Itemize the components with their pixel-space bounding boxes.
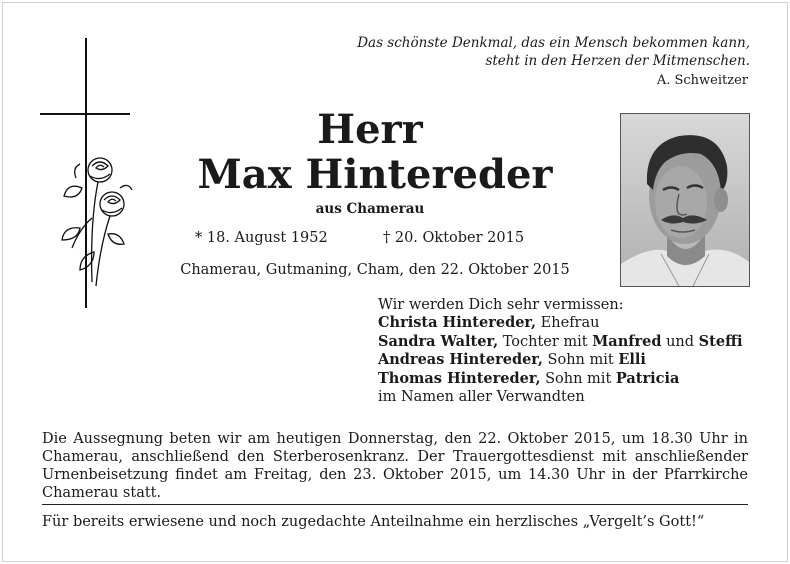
quote-line-1: Das schönste Denkmal, das ein Mensch bekommen kann, (357, 35, 750, 51)
thanks-line: Für bereits erwiesene und noch zugedachte Anteilnahme ein herzlisches „Vergelt’s Gott!“ (42, 514, 705, 530)
service-details: Die Aussegnung beten wir am heutigen Donnerstag, den 22. Oktober 2015, um 18.30 Uhr in Chamerau, anschließend den Sterberosenkranz. Der Trauergottesdienst mit anschließender Urnenbeisetzung findet am Freitag, den 23. Oktober 2015, um 14.30 Uhr in der Pfarrkirche Chamerau statt. (42, 431, 748, 501)
mourner-name: Thomas Hintereder, (378, 369, 541, 387)
mourner-relation: Sohn mit (540, 370, 616, 387)
portrait-photo (620, 113, 750, 287)
mourners-list (378, 296, 778, 406)
mourner-name: Sandra Walter, (378, 332, 499, 350)
portrait-image (621, 114, 749, 286)
mourner-name: Andreas Hintereder, (378, 351, 543, 369)
mourner-row (378, 351, 778, 369)
mourner-partner: Patricia (615, 369, 680, 387)
salutation: Herr (317, 106, 423, 153)
cross-with-roses-icon (38, 38, 138, 308)
mourner-row (378, 370, 778, 388)
mourner-relation: Sohn mit (542, 352, 619, 369)
mourner-row (378, 333, 778, 351)
mourner-partner: Steffi (698, 332, 743, 350)
mourner-name: Christa Hintereder, (378, 314, 537, 332)
mourner-row (378, 314, 778, 332)
quote-line-2: steht in den Herzen der Mitmenschen. (485, 53, 750, 69)
birth-date: * 18. August 1952 (195, 230, 328, 246)
mourner-partner: Elli (618, 351, 646, 369)
deceased-name: Max Hintereder (197, 151, 553, 198)
quote-author: A. Schweitzer (656, 73, 748, 88)
mourners-intro: Wir werden Dich sehr vermissen: (378, 297, 624, 313)
divider (42, 504, 748, 505)
mourner-partner: Manfred (592, 332, 662, 350)
mourner-relation: Ehefrau (536, 315, 600, 332)
hometown: aus Chamerau (315, 201, 425, 217)
place-and-date: Chamerau, Gutmaning, Cham, den 22. Oktober 2015 (180, 262, 570, 278)
epitaph-quote (300, 34, 750, 70)
mourners-closing: im Namen aller Verwandten (378, 389, 585, 406)
mourner-relation: Tochter mit (498, 333, 593, 350)
mourner-conjunction: und (661, 333, 699, 350)
death-date: † 20. Oktober 2015 (383, 230, 525, 246)
